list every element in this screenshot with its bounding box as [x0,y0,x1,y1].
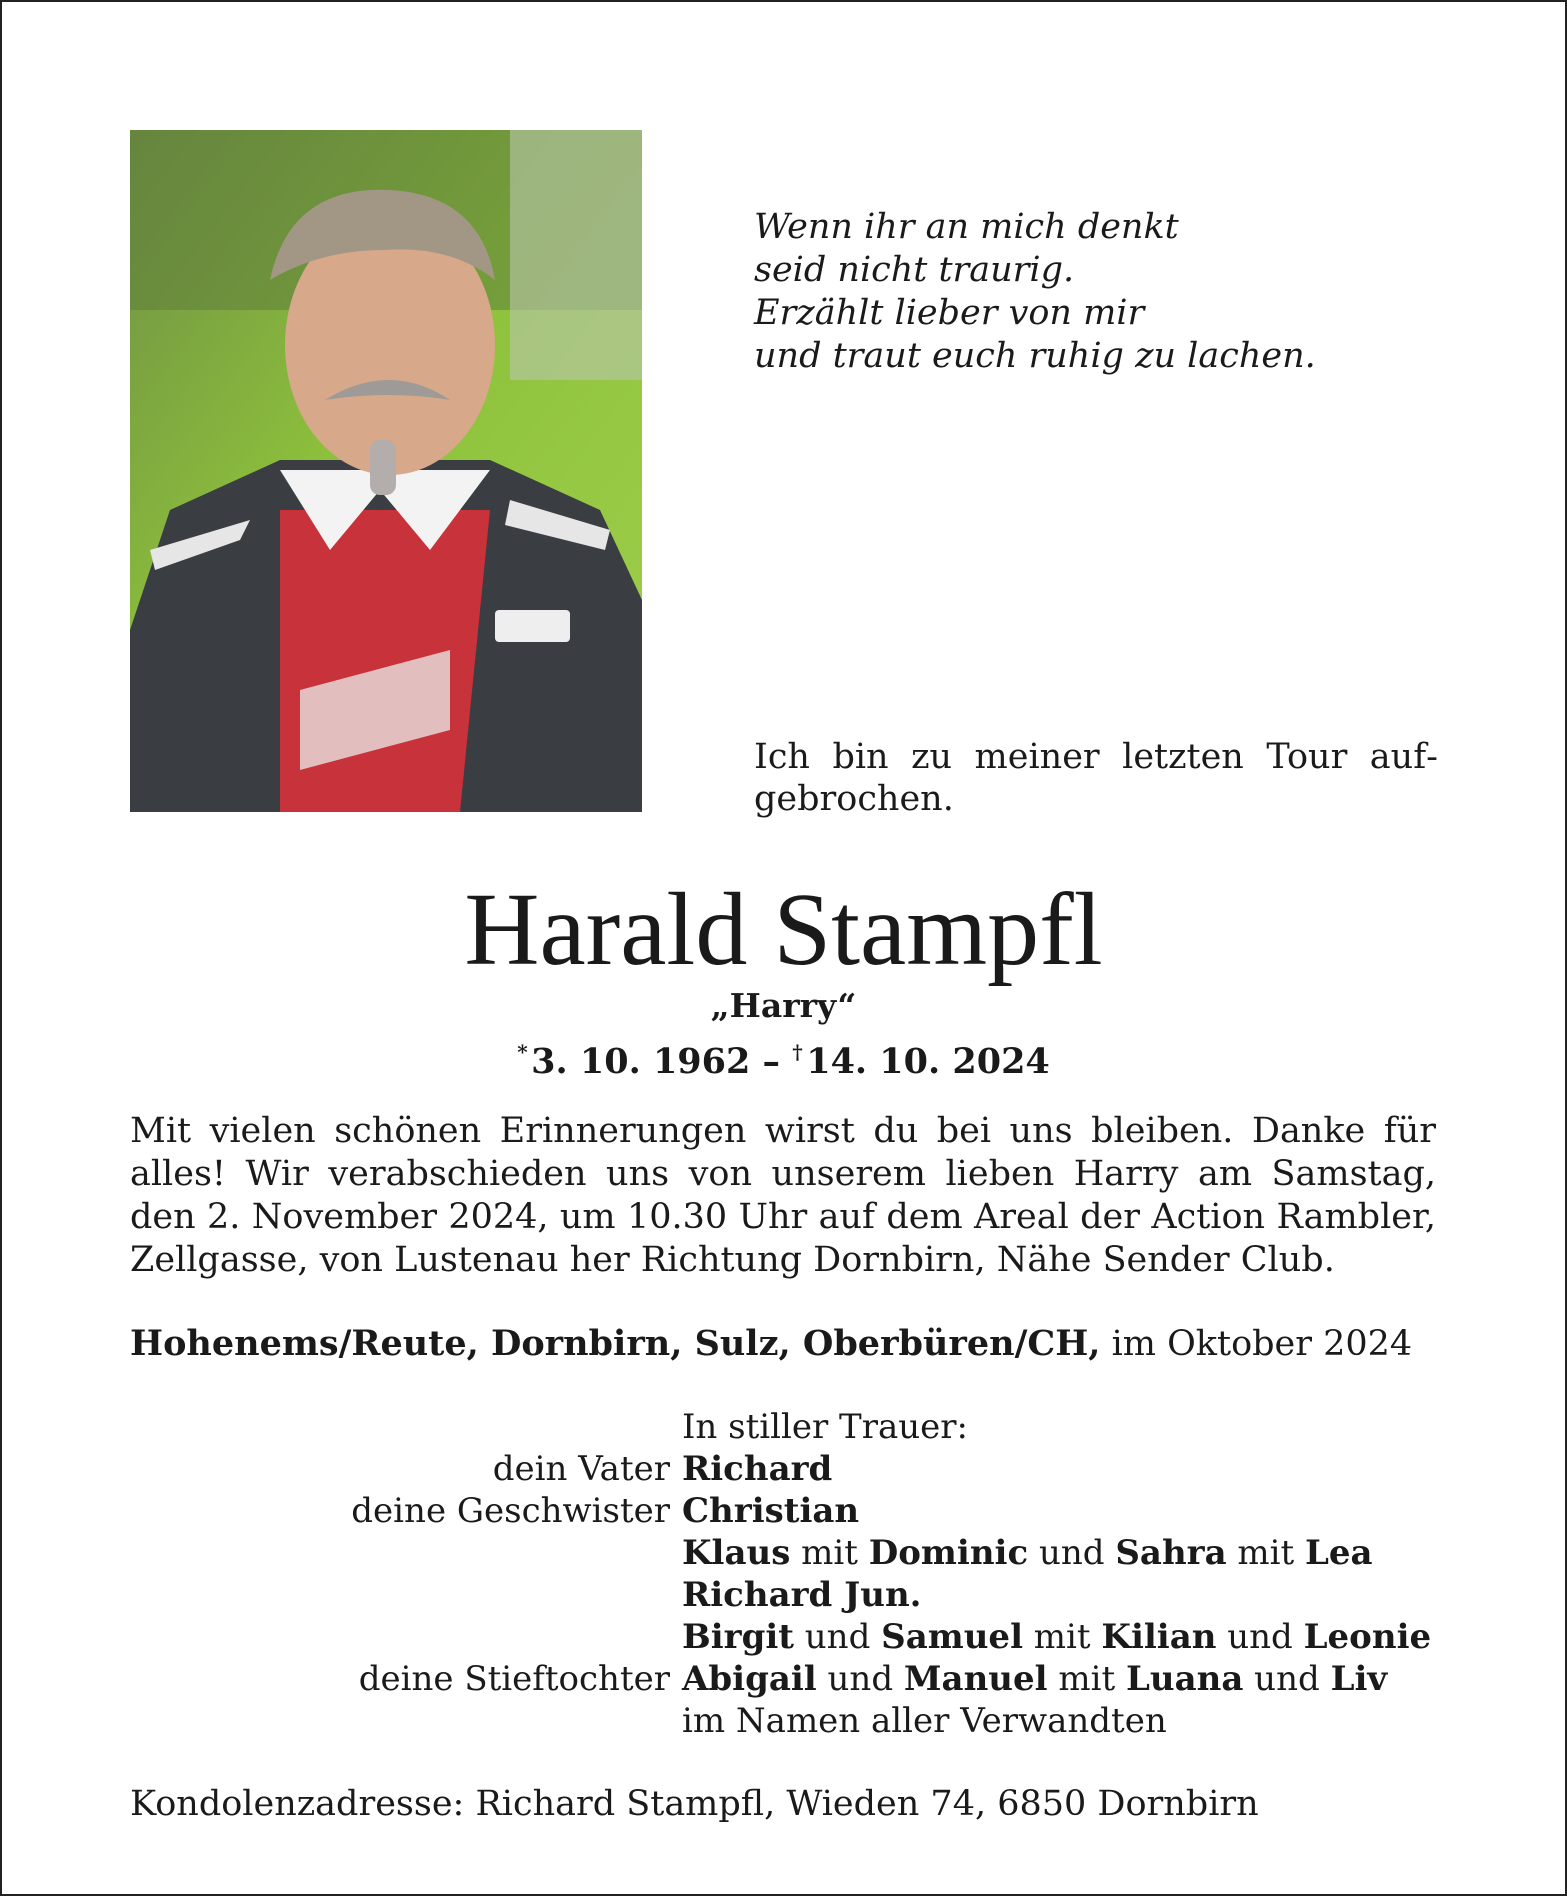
month-year: im Oktober 2024 [1100,1324,1413,1364]
memorial-poem [754,206,1474,378]
father-label: dein Vater [492,1449,670,1489]
connector: und [1243,1659,1331,1699]
connector: und [816,1659,904,1699]
name: Manuel [903,1659,1048,1699]
farewell-text: Mit vielen schönen Erinnerungen wirst du bei uns bleiben. Danke für alles! Wir verabschieden uns von unserem lieben Harry am Samstag, den 2. November 2024, um 10.30 Uhr auf dem Areal der Action Rambler, Zellgasse, von Lustenau her Richtung Dornbirn, Nähe Sender Club. [130,1111,1436,1280]
portrait-photo [130,130,642,812]
sibling-name: Christian [682,1491,860,1531]
places: Hohenems/Reute, Dornbirn, Sulz, Oberbüren/CH, [130,1323,1101,1364]
condolence-address: Kondolenzadresse: Richard Stampfl, Wieden 74, 6850 Dornbirn [130,1784,1259,1824]
death-date: 14. 10. 2024 [806,1041,1050,1082]
name: Lea [1305,1533,1373,1573]
name: Liv [1330,1659,1388,1699]
name: Sahra [1115,1533,1227,1573]
date-separator: – [750,1041,793,1082]
poem-line: Erzählt lieber von mir [754,293,1145,333]
connector: und [1216,1617,1304,1657]
name: Kilian [1101,1617,1217,1657]
poem-line: und traut euch ruhig zu lachen. [754,336,1316,376]
connector: mit [790,1533,869,1573]
tour-statement: Ich bin zu meiner letzten Tour aufgebrochen. [754,737,1438,819]
poem-line: seid nicht traurig. [754,250,1075,290]
deceased-name: Harald Stampfl [464,872,1103,987]
place-date-line [130,1322,1450,1366]
stepdaughter-family-line [682,1658,1387,1700]
birth-symbol: * [517,1040,528,1064]
name: Leonie [1303,1617,1432,1657]
father-name: Richard [682,1449,833,1489]
sibling-family-line [682,1616,1431,1658]
relatives-line: im Namen aller Verwandten [682,1701,1167,1741]
birth-date: 3. 10. 1962 [531,1041,751,1082]
connector: mit [1226,1533,1306,1573]
name: Dominic [868,1533,1029,1573]
poem-line: Wenn ihr an mich denkt [754,207,1179,247]
mourners-list [0,1406,1567,1742]
death-symbol: † [792,1040,803,1064]
name: Klaus [682,1533,791,1573]
connector: und [793,1617,882,1657]
siblings-label: deine Geschwister [351,1491,670,1531]
name: Samuel [881,1617,1023,1657]
name: Birgit [682,1617,794,1657]
nickname: „Harry“ [710,986,857,1025]
sibling-family-line [682,1532,1373,1574]
mourning-intro: In stiller Trauer: [682,1407,968,1447]
stepdaughter-label: deine Stieftochter [358,1659,670,1699]
connector: mit [1047,1659,1126,1699]
life-dates [0,1030,1567,1084]
connector: und [1028,1533,1116,1573]
name: Abigail [682,1659,817,1699]
sibling-name: Richard Jun. [682,1575,922,1615]
connector: mit [1022,1617,1102,1657]
name: Luana [1125,1659,1244,1699]
